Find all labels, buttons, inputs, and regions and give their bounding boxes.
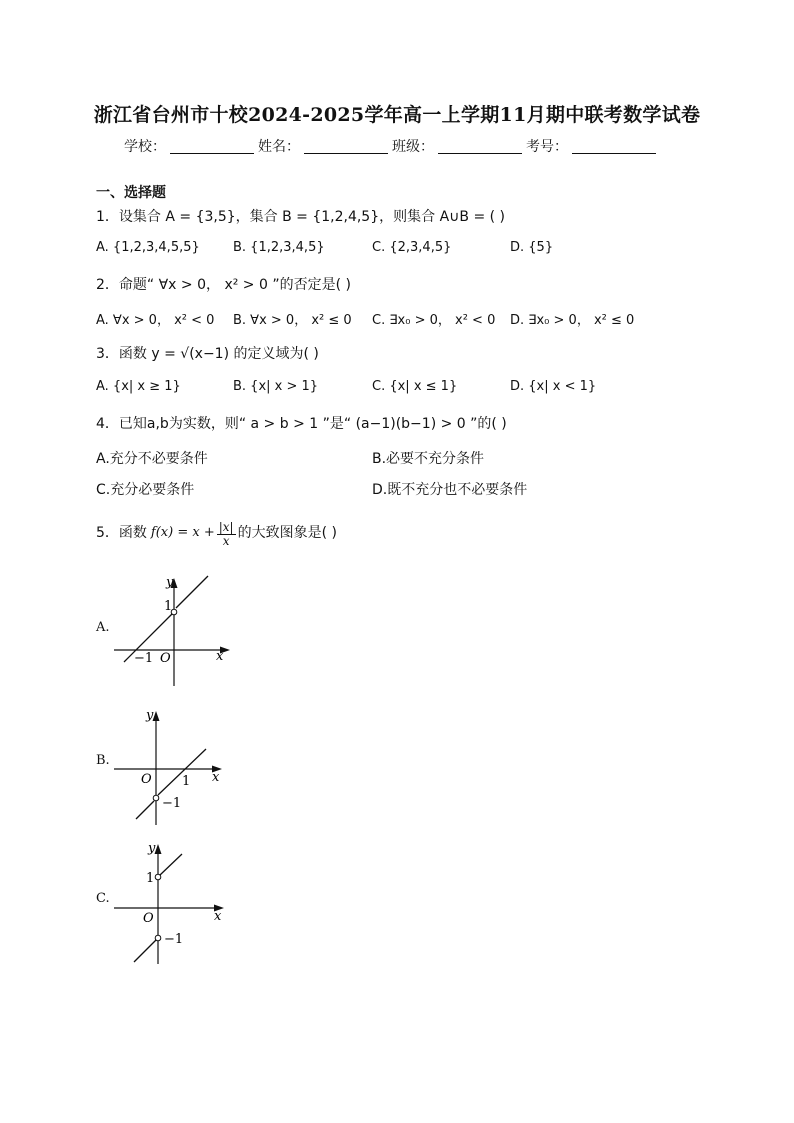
graph-c-tick-1: 1 [146, 871, 155, 886]
q1-option-b: B. {1,2,3,4,5} [233, 240, 325, 255]
student-info-row [124, 136, 660, 156]
q5-fraction-denominator: x [222, 533, 230, 548]
q2-option-b: B. ∀x > 0， x² ≤ 0 [233, 313, 352, 328]
graph-b [110, 703, 235, 828]
q4-option-b: B.必要不充分条件 [372, 451, 485, 467]
graph-a-tick-neg1: −1 [134, 651, 154, 666]
graph-b-origin: O [141, 772, 152, 787]
q5-fraction-numerator: |x| [218, 520, 234, 534]
graph-c-left-branch [134, 940, 156, 962]
graph-b-tick-1: 1 [182, 774, 191, 789]
class-blank[interactable] [438, 139, 522, 154]
graph-a-y-label: y [166, 575, 174, 590]
graph-b-y-arrow [153, 711, 160, 721]
q3-option-a: A. {x| x ≥ 1} [96, 379, 181, 394]
graph-c-tick-neg1: −1 [164, 932, 184, 947]
q4-option-a: A.充分不必要条件 [96, 451, 208, 467]
graph-b-left-branch [136, 801, 154, 819]
school-blank[interactable] [170, 139, 254, 154]
question-5-stem [96, 519, 337, 548]
question-3-stem: 3．函数 y = √(x−1) 的定义域为( ) [96, 346, 319, 362]
question-2-stem: 2．命题“ ∀x > 0， x² > 0 ”的否定是( ) [96, 277, 351, 293]
q5-fraction [217, 521, 236, 547]
question-1-stem: 1．设集合 A = {3,5}，集合 B = {1,2,4,5}，则集合 A∪B = ( ) [96, 209, 506, 225]
graph-b-x-label: x [212, 770, 220, 785]
q5-stem-suffix: 的大致图象是( ) [237, 525, 337, 542]
q5-stem-prefix: 5．函数 [96, 525, 147, 542]
graph-c-open-point-bottom [155, 935, 161, 941]
graph-c-right-branch [160, 854, 182, 875]
school-label: 学校： [124, 139, 166, 155]
graph-c-origin: O [143, 911, 154, 926]
q1-option-c: C. {2,3,4,5} [372, 240, 452, 255]
graph-c-open-point-top [155, 874, 161, 880]
q4-option-d: D.既不充分也不必要条件 [372, 482, 528, 498]
graph-a-label: A. [96, 620, 110, 635]
graph-a-tick-1: 1 [164, 599, 173, 614]
question-4-stem: 4．已知a,b为实数，则“ a > b > 1 ”是“ (a−1)(b−1) > 0 ”的( ) [96, 416, 507, 432]
exam-title: 浙江省台州市十校2024-2025学年高一上学期11月期中联考数学试卷 [93, 104, 701, 126]
q2-option-a: A. ∀x > 0， x² < 0 [96, 313, 215, 328]
graph-a [110, 570, 235, 690]
graph-b-y-label: y [146, 708, 154, 723]
name-blank[interactable] [304, 139, 388, 154]
graph-c [110, 836, 235, 966]
q1-option-a: A. {1,2,3,4,5,5} [96, 240, 200, 255]
graph-a-x-label: x [216, 649, 224, 664]
q3-option-c: C. {x| x ≤ 1} [372, 379, 458, 394]
graph-c-x-label: x [214, 909, 222, 924]
q1-option-d: D. {5} [510, 240, 554, 255]
graph-c-label: C. [96, 891, 110, 906]
q5-function: f(x) = x + [150, 524, 215, 540]
q3-option-b: B. {x| x > 1} [233, 379, 319, 394]
graph-c-y-label: y [148, 841, 156, 856]
graph-b-tick-neg1: −1 [162, 796, 182, 811]
graph-a-origin: O [160, 651, 171, 666]
section-heading: 一、选择题 [96, 185, 166, 201]
q2-option-c: C. ∃x₀ > 0， x² < 0 [372, 313, 496, 328]
q4-option-c: C.充分必要条件 [96, 482, 195, 498]
graph-a-right-branch [176, 576, 208, 608]
q3-option-d: D. {x| x < 1} [510, 379, 597, 394]
class-label: 班级： [392, 139, 434, 155]
number-blank[interactable] [572, 139, 656, 154]
graph-b-open-point [153, 795, 159, 801]
name-label: 姓名： [258, 139, 300, 155]
graph-b-label: B. [96, 753, 110, 768]
number-label: 考号： [526, 139, 568, 155]
q2-option-d: D. ∃x₀ > 0， x² ≤ 0 [510, 313, 635, 328]
graph-c-y-arrow [155, 844, 162, 854]
